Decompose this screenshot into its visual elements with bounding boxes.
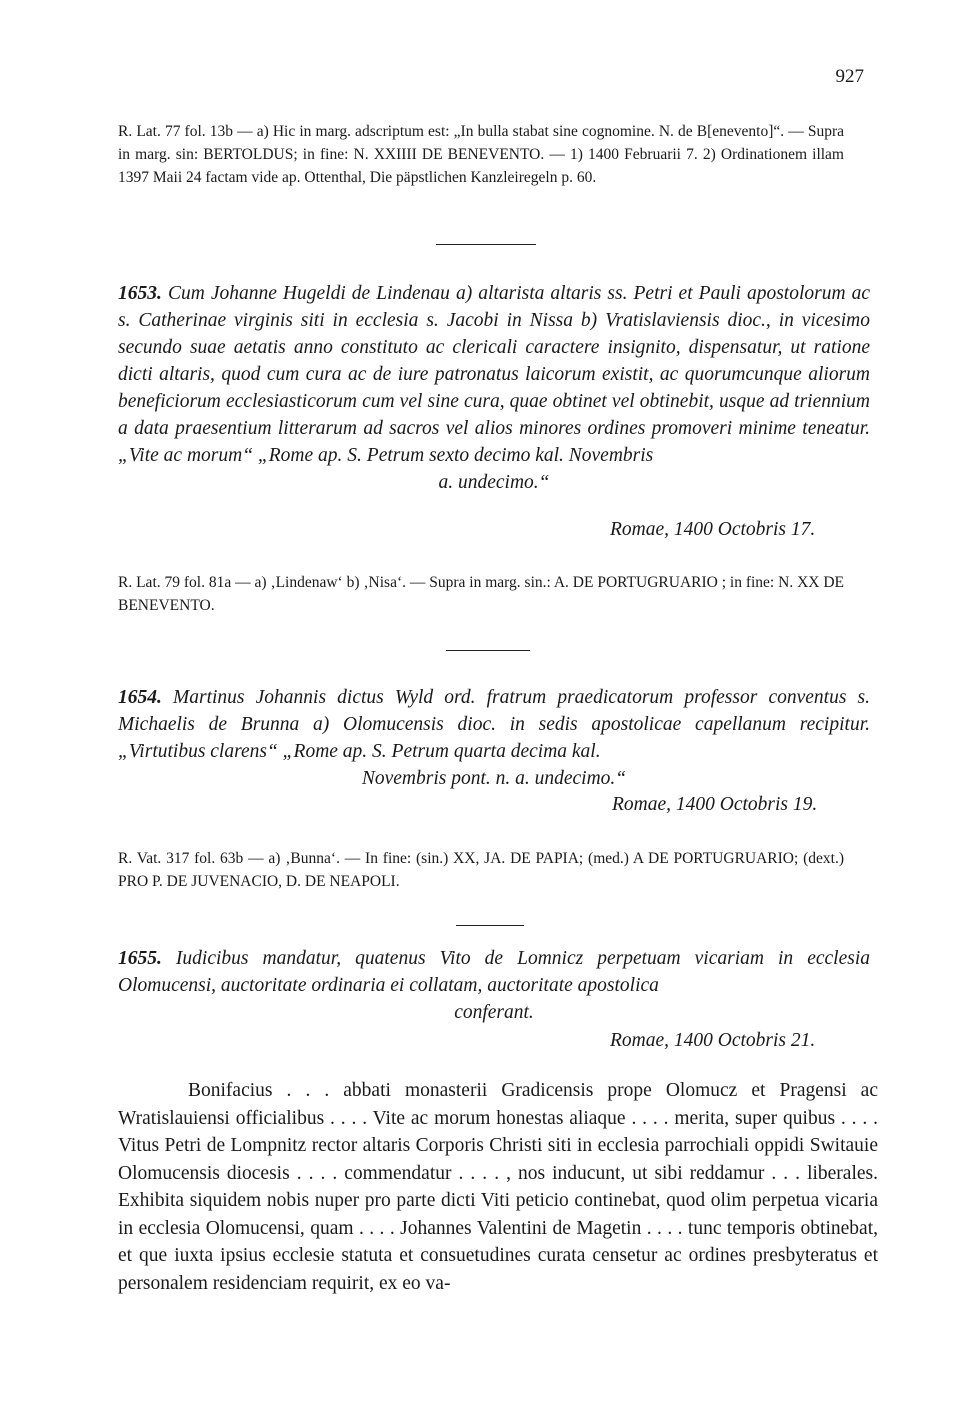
entry-date: Romae, 1400 Octobris 21. — [610, 1030, 816, 1051]
entry-1655 — [118, 945, 870, 1026]
entry-text: Martinus Johannis dictus Wyld ord. fratrum praedicatorum professor conventus s. Michaelis de Brunna a) Olomucensis dioc. in sedis apostolicae capellanum recipitur. „Virtutibus clarens“ „Rome ap. S. Petrum quarta decima kal. — [118, 687, 870, 762]
entry-1654 — [118, 684, 870, 792]
entry-text: Iudicibus mandatur, quatenus Vito de Lomnicz perpetuam vicariam in ecclesia Olomucensi, auctoritate ordinaria ei collatam, auctoritate apostolica — [118, 948, 871, 996]
entry-1653 — [118, 280, 870, 496]
divider-rule — [436, 244, 536, 245]
entry-number: 1654. — [118, 687, 162, 708]
divider-rule — [456, 925, 524, 926]
entry-note: R. Vat. 317 fol. 63b — a) ‚Bunna‘. — In fine: (sin.) XX, JA. DE PAPIA; (med.) A DE PORTUGRUARIO; (dext.) PRO P. DE JUVENACIO, D. DE NEAPOLI. — [118, 850, 844, 890]
entry-date: Romae, 1400 Octobris 17. — [610, 519, 816, 540]
entry-text: Cum Johanne Hugeldi de Lindenau a) altarista altaris ss. Petri et Pauli apostolorum ac s. Catherinae virginis siti in ecclesia s. Jacobi in Nissa b) Vratislaviensis dioc., in vicesimo secundo suae aetatis anno constituto ac clericali caractere insignito, dispensatur, ut ratione dicti altaris, quod cum cura ac de iure patronatus laicorum existit, ac quorumcunque aliorum beneficiorum ecclesiasticorum cum vel sine cura, quae obtinet vel obtinebit, usque ad triennium a data praesentium litterarum ad sacros vel alios minores ordines promoveri minime teneatur. „Vite ac morum“ „Rome ap. S. Petrum sexto decimo kal. Novembris — [118, 283, 871, 466]
entry-note: R. Lat. 79 fol. 81a — a) ‚Lindenaw‘ b) ‚Nisa‘. — Supra in marg. sin.: A. DE PORTUGRUARIO ; in fine: N. XX DE BENEVENTO. — [118, 574, 844, 614]
header-footnote: R. Lat. 77 fol. 13b — a) Hic in marg. adscriptum est: „In bulla stabat sine cognomine. N. de B[enevento]“. — Supra in marg. sin: BERTOLDUS; in fine: N. XXIIII DE BENEVENTO. — 1) 1400 Februarii 7. 2) Ordinationem illam 1397 Maii 24 factam vide ap. Ottenthal, Die päpstlichen Kanzleiregeln p. 60. — [118, 123, 844, 186]
entry-date: Romae, 1400 Octobris 19. — [612, 794, 818, 815]
entry-number: 1655. — [118, 948, 162, 969]
page-number: 927 — [835, 66, 864, 87]
entry-text-end: Novembris pont. n. a. undecimo.“ — [361, 768, 627, 789]
entry-text-end: a. undecimo.“ — [438, 472, 550, 493]
entry-text-end: conferant. — [454, 1002, 534, 1023]
body-paragraph: Bonifacius . . . abbati monasterii Gradicensis prope Olomucz et Pragensi ac Wratislauiensi officialibus . . . . Vite ac morum honestas aliaque . . . . merita, super quibus . . . . Vitus Petri de Lompnitz rector altaris Corporis Christi siti in ecclesia parrochiali oppidi Switauie Olomucensis diocesis . . . . commendatur . . . . , nos inducunt, ut sibi reddamur . . . liberales. Exhibita siquidem nobis nuper pro parte dicti Viti peticio continebat, quod olim perpetua vicaria in ecclesia Olomucensi, quam . . . . Johannes Valentini de Magetin . . . . tunc temporis obtinebat, et que iuxta ipsius ecclesie statuta et consuetudines curata censetur ac ordines presbyteratus et personalem residenciam requirit, ex eo va- — [118, 1080, 878, 1294]
entry-number: 1653. — [118, 283, 162, 304]
divider-rule — [446, 650, 530, 651]
